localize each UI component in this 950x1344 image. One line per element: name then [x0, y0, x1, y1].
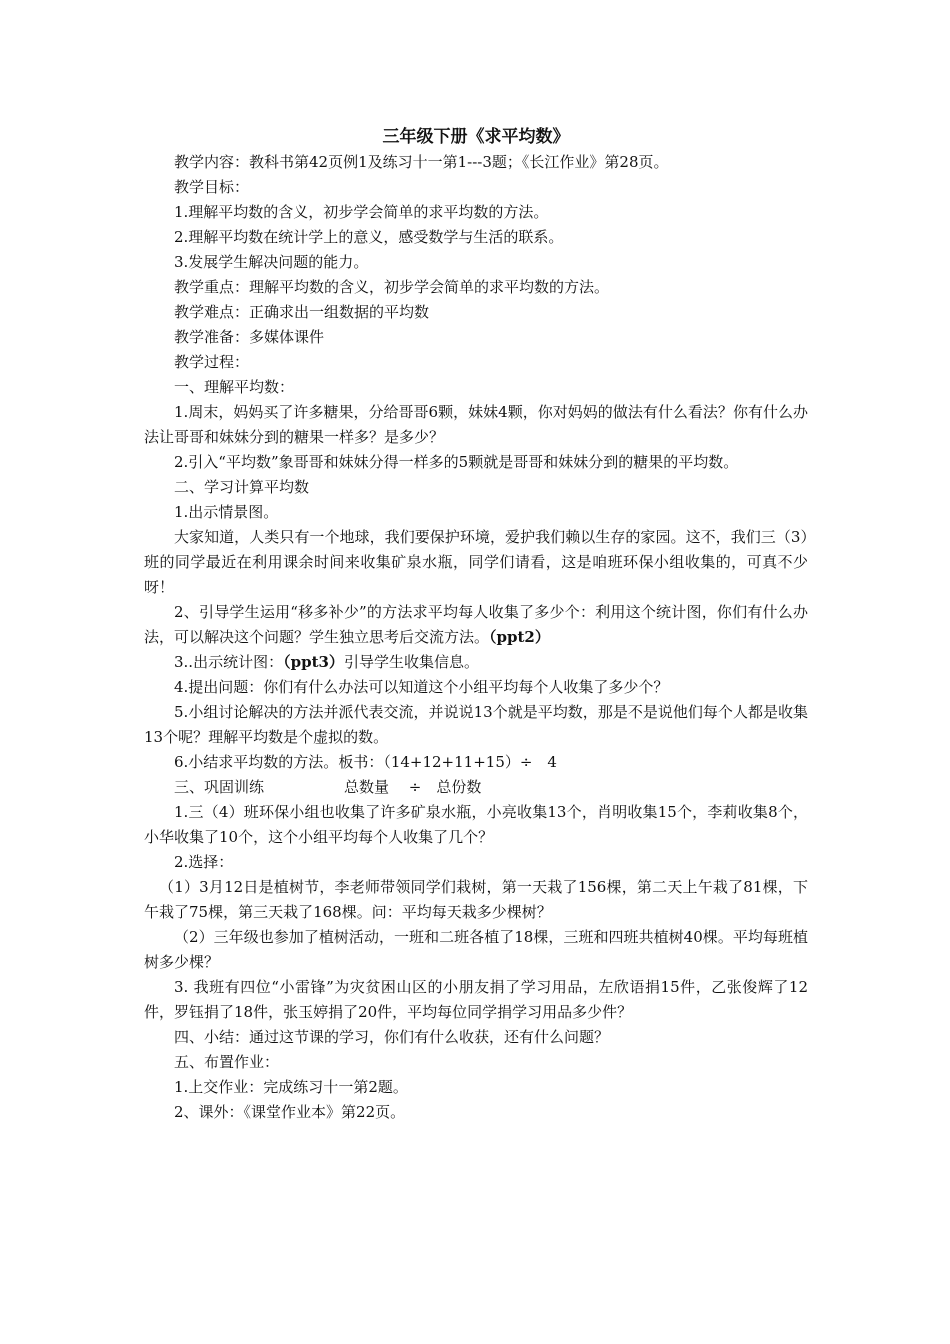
- section-2-paragraph-4-post: 引导学生收集信息。: [343, 653, 479, 671]
- section-3-paragraph-4: （2）三年级也参加了植树活动，一班和二班各植了18棵，三班和四班共植树40棵。平均每班植树多少棵？: [144, 928, 808, 971]
- homework-2: 2、课外：《课堂作业本》第22页。: [174, 1103, 406, 1121]
- goal-3: 3.发展学生解决问题的能力。: [174, 253, 369, 271]
- goal-1: 1.理解平均数的含义，初步学会简单的求平均数的方法。: [174, 203, 549, 221]
- section-2-paragraph-6: 5.小组讨论解决的方法并派代表交流，并说说13个就是平均数，那是不是说他们每个人都是收集13个呢？理解平均数是个虚拟的数。: [144, 703, 808, 746]
- ppt2-reference: （ppt2）: [489, 628, 550, 646]
- section-2-paragraph-3: [144, 600, 808, 650]
- preparation: 教学准备：多媒体课件: [174, 328, 325, 346]
- section-2-paragraph-2: 大家知道，人类只有一个地球，我们要保护环境，爱护我们赖以生存的家园。这不，我们三（3）班的同学最近在利用课余时间来收集矿泉水瓶，同学们请看，这是咱班环保小组收集的，可真不少呀！: [144, 528, 808, 596]
- section-2-heading: 二、学习计算平均数: [174, 478, 310, 496]
- process-heading: 教学过程：: [174, 353, 250, 371]
- section-2-paragraph-3-text: 2、引导学生运用“移多补少”的方法求平均每人收集了多少个：利用这个统计图，你们有什么办法，可以解决这个问题？学生独立思考后交流方法。: [144, 603, 808, 646]
- section-2-paragraph-5: 4.提出问题：你们有什么办法可以知道这个小组平均每个人收集了多少个？: [174, 678, 669, 696]
- section-2-paragraph-4-pre: 3..出示统计图：: [174, 653, 284, 671]
- goal-2: 2.理解平均数在统计学上的意义，感受数学与生活的联系。: [174, 228, 564, 246]
- ppt3-reference: （ppt3）: [283, 653, 344, 671]
- homework-1: 1.上交作业：完成练习十一第2题。: [174, 1078, 408, 1096]
- section-3-paragraph-1: 1.三（4）班环保小组也收集了许多矿泉水瓶，小亮收集13个，肖明收集15个，李莉收集8个，小华收集了10个，这个小组平均每个人收集了几个？: [144, 803, 808, 846]
- average-formula: 总数量 ÷ 总份数: [344, 778, 482, 796]
- document-body: [144, 124, 808, 1125]
- teaching-content: 教学内容：教科书第42页例1及练习十一第1---3题；《长江作业》第28页。: [174, 153, 669, 171]
- section-2-paragraph-1: 1.出示情景图。: [174, 503, 279, 521]
- section-3-paragraph-2: 2.选择：: [174, 853, 234, 871]
- section-3-paragraph-3: （1）3月12日是植树节，李老师带领同学们栽树，第一天栽了156棵，第二天上午栽了81棵，下午栽了75棵，第三天栽了168棵。问：平均每天栽多少棵树？: [144, 878, 808, 921]
- section-1-paragraph-2: 2.引入“平均数”象哥哥和妹妹分得一样多的5颗就是哥哥和妹妹分到的糖果的平均数。: [174, 453, 739, 471]
- section-3-heading: 三、巩固训练: [174, 778, 265, 796]
- section-2-paragraph-4: [144, 650, 808, 675]
- page-title: 三年级下册《求平均数》: [382, 127, 570, 147]
- section-1-paragraph-1: 1.周末，妈妈买了许多糖果，分给哥哥6颗，妹妹4颗，你对妈妈的做法有什么看法？你有什么办法让哥哥和妹妹分到的糖果一样多？是多少？: [144, 403, 808, 446]
- section-5-heading: 五、布置作业：: [174, 1053, 280, 1071]
- section-4-summary: 四、小结：通过这节课的学习，你们有什么收获，还有什么问题？: [174, 1028, 610, 1046]
- section-1-heading: 一、理解平均数：: [174, 378, 295, 396]
- goals-heading: 教学目标：: [174, 178, 250, 196]
- difficulty: 教学难点：正确求出一组数据的平均数: [174, 303, 430, 321]
- section-3-heading-line: [144, 775, 808, 800]
- section-2-paragraph-7: 6.小结求平均数的方法。板书：（14+12+11+15）÷ 4: [174, 753, 557, 771]
- section-3-paragraph-5: 3. 我班有四位“小雷锋”为灾贫困山区的小朋友捐了学习用品，左欣语捐15件，乙张俊辉了12件，罗钰捐了18件，张玉婷捐了20件，平均每位同学捐学习用品多少件？: [144, 978, 808, 1021]
- key-point: 教学重点：理解平均数的含义，初步学会简单的求平均数的方法。: [174, 278, 610, 296]
